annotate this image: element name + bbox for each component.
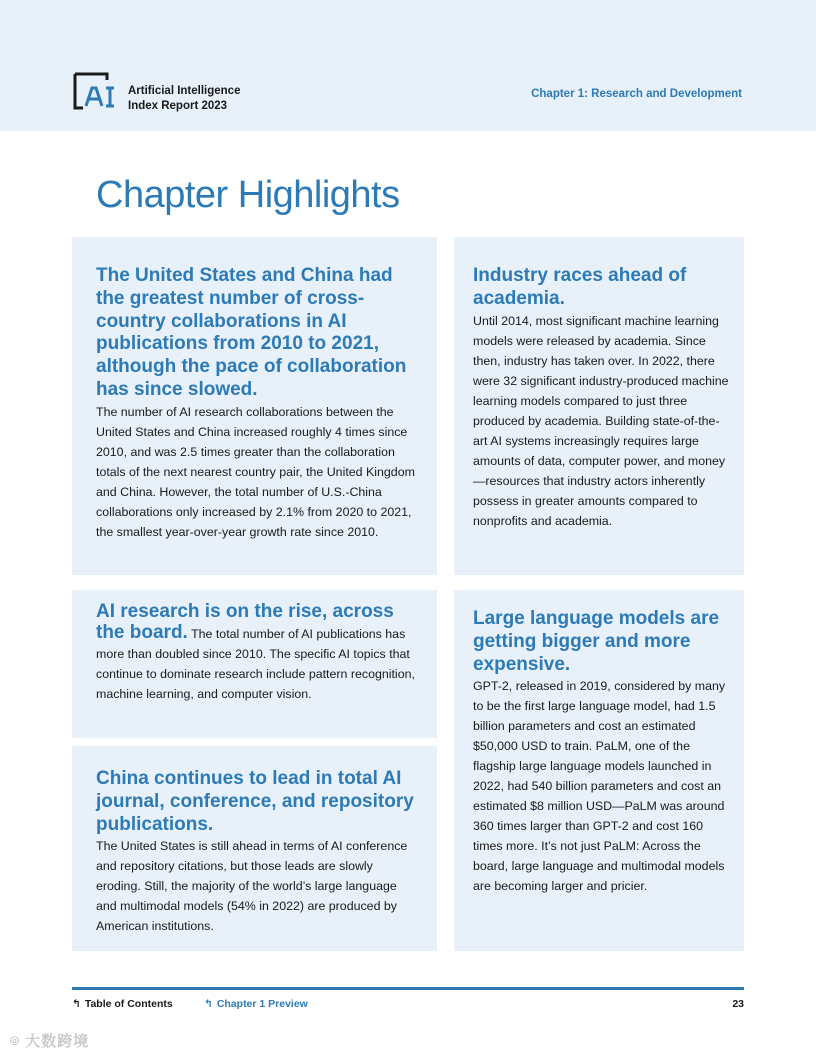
- watermark-logo: ⌾ 大数跨境: [10, 1033, 90, 1050]
- return-arrow-icon: ↰: [72, 998, 81, 1010]
- ai-index-logo-icon: [72, 72, 116, 110]
- footer-divider: [72, 987, 744, 990]
- highlight-card-us-china: [72, 237, 437, 575]
- return-arrow-icon: ↰: [204, 998, 213, 1010]
- card-text: [96, 602, 415, 704]
- table-of-contents-link[interactable]: [72, 998, 173, 1010]
- card-heading: Industry races ahead of academia.: [473, 265, 687, 309]
- card-body: The total number of AI publications has more than doubled since 2010. The specific AI topics that continue to dominate research include pattern recognition, machine learning, and computer vision.: [96, 627, 415, 701]
- card-body: The United States is still ahead in terms of AI conference and repository citations, but those leads are slowly eroding. Still, the majority of the world’s large language and multimodal models (54% in 2022) are produced by American institutions.: [96, 839, 408, 934]
- highlight-card-llm: [454, 590, 744, 951]
- report-title: [128, 84, 240, 114]
- highlight-card-china: [72, 746, 437, 951]
- page-header: [0, 0, 816, 131]
- card-body: Until 2014, most significant machine learning models were released by academia. Since then, industry has taken over. In 2022, there were 32 significant industry-produced machine learning models compared to just three produced by academia. Building state-of-the-art AI systems increasingly requires large amounts of data, computer power, and money—resources that industry actors inherently possess in greater amounts compared to nonprofits and academia.: [473, 313, 729, 528]
- toc-link-label: Table of Contents: [84, 998, 173, 1010]
- chapter-preview-link[interactable]: [204, 998, 308, 1010]
- card-body: GPT-2, released in 2019, considered by many to be the first large language model, had 1.5 billion parameters and cost an estimated $50,000 USD to train. PaLM, one of the flagship large language models launched in 2022, had 540 billion parameters and cost an estimated $8 million USD—PaLM was around 360 times larger than GPT-2 and cost 160 times more. It’s not just PaLM: Across the board, large language and multimodal models are becoming larger and pricier.: [473, 679, 726, 894]
- card-heading: Large language models are getting bigger and more expensive.: [473, 608, 720, 675]
- chapter-link[interactable]: Chapter 1: Research and Development: [531, 88, 742, 100]
- page-title: Chapter Highlights: [96, 174, 400, 216]
- card-heading: The United States and China had the greatest number of cross-country collaborations in AI publications from 2010 to 2021, although the pace of collaboration has since slowed.: [96, 265, 407, 400]
- card-body: The number of AI research collaborations between the United States and China increased roughly 4 times since 2010, and was 2.5 times greater than the collaboration totals of the next nearest country pair, the United Kingdom and China. However, the total number of U.S.-China collaborations only increased by 2.1% from 2020 to 2021, the smallest year-over-year growth rate since 2010.: [96, 404, 415, 539]
- page-number: 23: [732, 998, 744, 1010]
- highlight-card-industry: [454, 237, 744, 575]
- card-heading: China continues to lead in total AI journal, conference, and repository publications.: [96, 768, 414, 835]
- report-title-line2: Index Report 2023: [128, 100, 228, 112]
- card-heading: AI research is on the rise, across the board.: [96, 601, 394, 643]
- report-title-line1: Artificial Intelligence: [128, 85, 241, 97]
- preview-link-label: Chapter 1 Preview: [216, 998, 308, 1010]
- highlight-card-research-rise: [72, 590, 437, 738]
